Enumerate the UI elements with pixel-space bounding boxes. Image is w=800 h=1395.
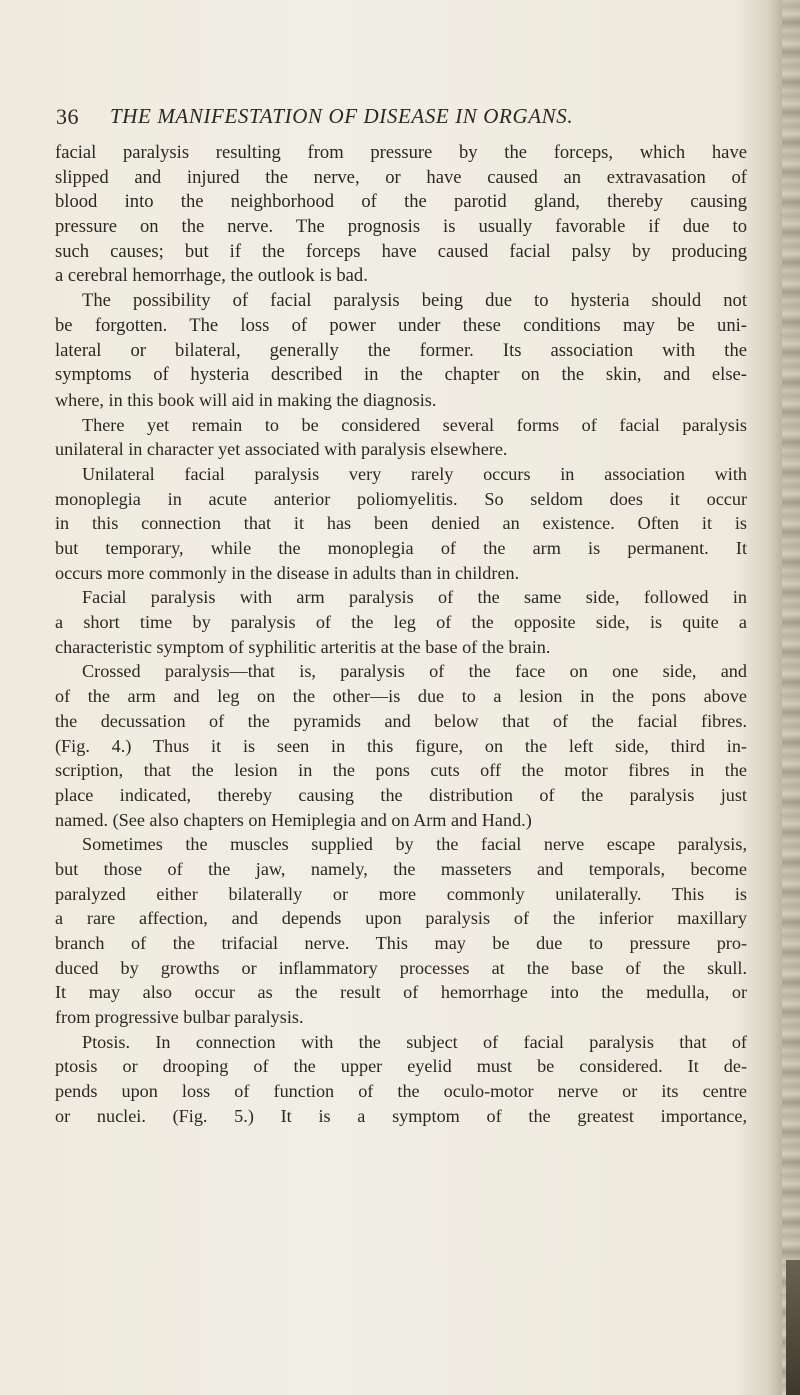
text-line: a short time by paralysis of the leg of the opposite side, is quite a	[55, 612, 747, 633]
text-line: branch of the trifacial nerve. This may be due to pressure pro-	[55, 933, 747, 953]
text-line: There yet remain to be considered several forms of facial paralysis	[82, 414, 747, 435]
text-line: such causes; but if the forceps have caused facial palsy by producing	[55, 240, 747, 262]
text-line: named. (See also chapters on Hemiplegia and on Arm and Hand.)	[55, 809, 532, 830]
text-line: where, in this book will aid in making the diagnosis.	[55, 389, 437, 410]
text-line: Facial paralysis with arm paralysis of the same side, followed in	[82, 587, 747, 608]
text-line: duced by growths or inflammatory processes at the base of the skull.	[55, 957, 747, 978]
text-line: be forgotten. The loss of power under these conditions may be uni-	[55, 314, 747, 336]
text-line: monoplegia in acute anterior poliomyelitis. So seldom does it occur	[55, 488, 747, 509]
text-line: but temporary, while the monoplegia of the arm is permanent. It	[55, 538, 747, 558]
text-line: a cerebral hemorrhage, the outlook is bad.	[55, 265, 368, 287]
page-corner-shadow	[786, 1260, 800, 1395]
page-number: 36	[56, 104, 79, 129]
text-line: facial paralysis resulting from pressure by the forceps, which have	[55, 142, 747, 163]
text-line: It may also occur as the result of hemorrhage into the medulla, or	[55, 982, 747, 1003]
text-line: Ptosis. In connection with the subject of facial paralysis that of	[82, 1031, 747, 1052]
text-line: the decussation of the pyramids and below that of the facial fibres.	[55, 710, 747, 731]
text-line: in this connection that it has been denied an existence. Often it is	[55, 513, 747, 534]
text-line: characteristic symptom of syphilitic arteritis at the base of the brain.	[55, 636, 551, 657]
page-header	[56, 104, 746, 134]
text-line: Crossed paralysis—that is, paralysis of the face on one side, and	[82, 661, 747, 682]
text-line: of the arm and leg on the other—is due to a lesion in the pons above	[55, 686, 747, 707]
body-text	[55, 141, 747, 1129]
text-line: The possibility of facial paralysis being due to hysteria should not	[82, 290, 747, 312]
page-edge-shadow	[782, 0, 800, 1395]
text-line: Sometimes the muscles supplied by the facial nerve escape paralysis,	[82, 834, 747, 855]
text-line: a rare affection, and depends upon paralysis of the inferior maxillary	[55, 908, 747, 929]
text-line: or nuclei. (Fig. 5.) It is a symptom of the greatest importance,	[55, 1105, 747, 1126]
running-head: THE MANIFESTATION OF DISEASE IN ORGANS.	[110, 104, 574, 128]
text-line: pends upon loss of function of the oculo-motor nerve or its centre	[55, 1081, 747, 1102]
text-line: blood into the neighborhood of the parotid gland, thereby causing	[55, 191, 747, 213]
text-line: lateral or bilateral, generally the former. Its association with the	[55, 339, 747, 361]
text-line: pressure on the nerve. The prognosis is usually favorable if due to	[55, 216, 747, 238]
text-line: paralyzed either bilaterally or more commonly unilaterally. This is	[55, 883, 747, 904]
text-line: symptoms of hysteria described in the chapter on the skin, and else-	[55, 364, 747, 386]
text-line: ptosis or drooping of the upper eyelid must be considered. It de-	[55, 1056, 747, 1077]
text-line: occurs more commonly in the disease in adults than in children.	[55, 562, 520, 583]
text-line: from progressive bulbar paralysis.	[55, 1007, 304, 1028]
text-line: scription, that the lesion in the pons cuts off the motor fibres in the	[55, 760, 747, 781]
text-line: but those of the jaw, namely, the masseters and temporals, become	[55, 858, 747, 879]
text-line: slipped and injured the nerve, or have caused an extravasation of	[55, 166, 747, 188]
text-line: unilateral in character yet associated with paralysis elsewhere.	[55, 439, 508, 460]
text-line: Unilateral facial paralysis very rarely occurs in association with	[82, 463, 747, 484]
text-line: (Fig. 4.) Thus it is seen in this figure, on the left side, third in-	[55, 735, 747, 756]
text-line: place indicated, thereby causing the distribution of the paralysis just	[55, 784, 747, 805]
